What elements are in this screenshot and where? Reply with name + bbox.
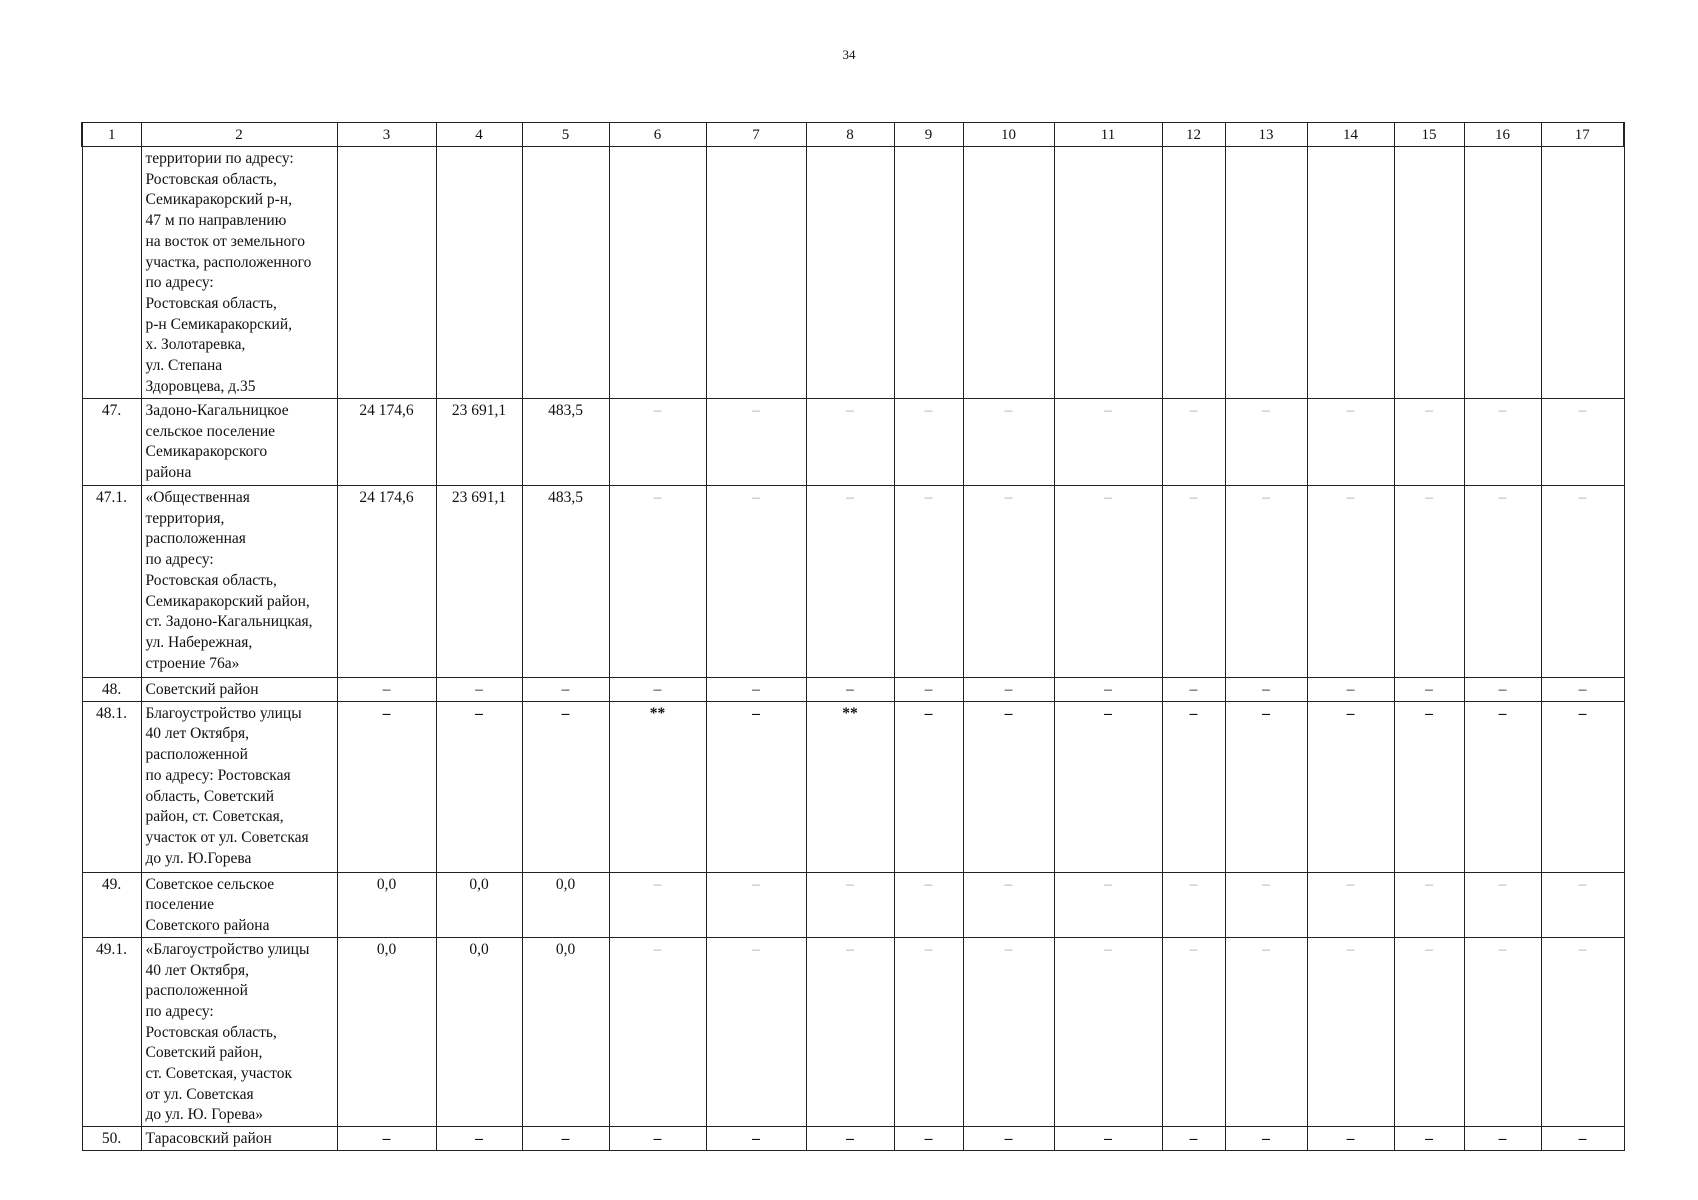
value-cell: – (706, 678, 806, 702)
value-cell: – (1307, 701, 1394, 872)
value-cell: – (1307, 486, 1394, 678)
value-cell: – (1162, 937, 1225, 1126)
value-cell: – (706, 872, 806, 937)
value-cell: – (963, 486, 1054, 678)
value-cell: – (1307, 937, 1394, 1126)
value-cell (706, 147, 806, 399)
column-header: 17 (1541, 123, 1624, 147)
value-cell: – (963, 399, 1054, 486)
value-cell: – (1394, 486, 1464, 678)
column-header: 6 (609, 123, 706, 147)
column-header: 15 (1394, 123, 1464, 147)
value-cell: 0,0 (337, 937, 436, 1126)
column-header: 4 (436, 123, 522, 147)
value-cell: – (1054, 701, 1162, 872)
row-description: Тарасовский район (141, 1127, 337, 1151)
row-description: Советский район (141, 678, 337, 702)
row-number: 49.1. (82, 937, 141, 1126)
value-cell (1541, 147, 1624, 399)
value-cell: – (1054, 399, 1162, 486)
value-cell (1394, 147, 1464, 399)
column-header: 7 (706, 123, 806, 147)
value-cell: – (609, 1127, 706, 1151)
value-cell: – (1162, 1127, 1225, 1151)
value-cell: – (1054, 872, 1162, 937)
value-cell: – (894, 678, 963, 702)
table-row (82, 701, 1624, 872)
value-cell: – (609, 937, 706, 1126)
value-cell: – (806, 1127, 894, 1151)
value-cell: – (1464, 872, 1541, 937)
value-cell (1054, 147, 1162, 399)
table-row (82, 147, 1624, 399)
value-cell: – (706, 701, 806, 872)
value-cell: – (706, 1127, 806, 1151)
value-cell: 24 174,6 (337, 399, 436, 486)
value-cell: – (1307, 678, 1394, 702)
value-cell: 483,5 (522, 486, 609, 678)
column-header: 16 (1464, 123, 1541, 147)
value-cell (806, 147, 894, 399)
value-cell: – (1225, 486, 1307, 678)
value-cell: – (894, 937, 963, 1126)
row-number (82, 147, 141, 399)
value-cell: – (337, 1127, 436, 1151)
row-description: Благоустройство улицы 40 лет Октября, расположенной по адресу: Ростовская область, Советский район, ст. Советская, участок от ул. Советская до ул. Ю.Горева (141, 701, 337, 872)
row-description: Советское сельское поселение Советского района (141, 872, 337, 937)
row-number: 50. (82, 1127, 141, 1151)
row-number: 48. (82, 678, 141, 702)
value-cell: – (1054, 486, 1162, 678)
value-cell: – (1225, 701, 1307, 872)
value-cell: – (963, 1127, 1054, 1151)
row-description: Задоно-Кагальницкое сельское поселение Семикаракорского района (141, 399, 337, 486)
column-header: 8 (806, 123, 894, 147)
value-cell: – (1162, 399, 1225, 486)
value-cell: – (963, 701, 1054, 872)
row-description: территории по адресу: Ростовская область, Семикаракорский р-н, 47 м по направлению на восток от земельного участка, расположенного по адресу: Ростовская область, р-н Семикаракорский, х. Золотаревка, ул. Степана Здоровцева, д.35 (141, 147, 337, 399)
value-cell: ** (806, 701, 894, 872)
value-cell (894, 147, 963, 399)
table-row (82, 872, 1624, 937)
column-header: 12 (1162, 123, 1225, 147)
value-cell: – (1464, 486, 1541, 678)
value-cell: – (1464, 1127, 1541, 1151)
value-cell: – (337, 701, 436, 872)
table-row (82, 937, 1624, 1126)
value-cell: – (1394, 872, 1464, 937)
value-cell: – (1307, 872, 1394, 937)
column-header: 1 (82, 123, 141, 147)
value-cell: – (1054, 937, 1162, 1126)
value-cell: – (609, 872, 706, 937)
value-cell: – (522, 701, 609, 872)
value-cell: 23 691,1 (436, 486, 522, 678)
value-cell: 0,0 (436, 872, 522, 937)
value-cell: – (963, 872, 1054, 937)
value-cell: – (963, 937, 1054, 1126)
value-cell: – (522, 1127, 609, 1151)
column-header: 2 (141, 123, 337, 147)
value-cell: 0,0 (522, 872, 609, 937)
value-cell: – (1541, 399, 1624, 486)
column-header: 11 (1054, 123, 1162, 147)
data-table (81, 122, 1625, 1151)
column-header: 14 (1307, 123, 1394, 147)
value-cell: – (806, 937, 894, 1126)
page-number: 34 (842, 47, 856, 62)
value-cell (1307, 147, 1394, 399)
column-header: 9 (894, 123, 963, 147)
value-cell: – (706, 399, 806, 486)
value-cell: – (1541, 1127, 1624, 1151)
value-cell: – (1394, 1127, 1464, 1151)
value-cell: – (436, 678, 522, 702)
column-header: 3 (337, 123, 436, 147)
value-cell: – (894, 486, 963, 678)
value-cell: – (894, 872, 963, 937)
value-cell: – (706, 937, 806, 1126)
value-cell: – (1225, 872, 1307, 937)
value-cell: – (1162, 486, 1225, 678)
value-cell: 0,0 (337, 872, 436, 937)
value-cell: – (806, 399, 894, 486)
value-cell: – (1054, 1127, 1162, 1151)
value-cell: ** (609, 701, 706, 872)
value-cell: 0,0 (436, 937, 522, 1126)
value-cell: – (609, 399, 706, 486)
value-cell: – (1541, 486, 1624, 678)
value-cell: – (894, 701, 963, 872)
column-header: 13 (1225, 123, 1307, 147)
row-number: 47.1. (82, 486, 141, 678)
value-cell: – (1541, 937, 1624, 1126)
value-cell: – (1162, 872, 1225, 937)
value-cell: – (706, 486, 806, 678)
value-cell: – (1464, 678, 1541, 702)
value-cell (609, 147, 706, 399)
table-row (82, 486, 1624, 678)
value-cell: – (806, 678, 894, 702)
value-cell: – (1054, 678, 1162, 702)
row-description: «Благоустройство улицы 40 лет Октября, расположенной по адресу: Ростовская область, Советский район, ст. Советская, участок от ул. Советская до ул. Ю. Горева» (141, 937, 337, 1126)
value-cell: – (963, 678, 1054, 702)
value-cell (963, 147, 1054, 399)
value-cell (436, 147, 522, 399)
row-number: 48.1. (82, 701, 141, 872)
value-cell: – (522, 678, 609, 702)
value-cell (1225, 147, 1307, 399)
row-number: 49. (82, 872, 141, 937)
value-cell: 0,0 (522, 937, 609, 1126)
table-header-row (82, 123, 1624, 147)
value-cell: – (1225, 678, 1307, 702)
table-body (82, 123, 1624, 1151)
value-cell (522, 147, 609, 399)
value-cell: – (609, 486, 706, 678)
value-cell: – (806, 486, 894, 678)
value-cell: 483,5 (522, 399, 609, 486)
value-cell: – (1307, 399, 1394, 486)
table-row (82, 399, 1624, 486)
value-cell: – (1225, 937, 1307, 1126)
row-number: 47. (82, 399, 141, 486)
value-cell: – (1541, 872, 1624, 937)
column-header: 5 (522, 123, 609, 147)
value-cell: – (1307, 1127, 1394, 1151)
row-description: «Общественная территория, расположенная по адресу: Ростовская область, Семикаракорский район, ст. Задоно-Кагальницкая, ул. Набережная, строение 76а» (141, 486, 337, 678)
value-cell: – (436, 1127, 522, 1151)
value-cell: – (609, 678, 706, 702)
value-cell: – (894, 1127, 963, 1151)
value-cell: – (1225, 1127, 1307, 1151)
value-cell: – (806, 872, 894, 937)
value-cell: – (436, 701, 522, 872)
value-cell: – (1162, 678, 1225, 702)
value-cell: 23 691,1 (436, 399, 522, 486)
value-cell (337, 147, 436, 399)
column-header: 10 (963, 123, 1054, 147)
value-cell (1464, 147, 1541, 399)
value-cell: – (1394, 399, 1464, 486)
value-cell: – (1225, 399, 1307, 486)
value-cell (1162, 147, 1225, 399)
value-cell: 24 174,6 (337, 486, 436, 678)
value-cell: – (1541, 701, 1624, 872)
table-row (82, 1127, 1624, 1151)
value-cell: – (1464, 399, 1541, 486)
value-cell: – (1541, 678, 1624, 702)
value-cell: – (1394, 701, 1464, 872)
value-cell: – (894, 399, 963, 486)
value-cell: – (1162, 701, 1225, 872)
value-cell: – (1394, 678, 1464, 702)
value-cell: – (1394, 937, 1464, 1126)
value-cell: – (1464, 937, 1541, 1126)
value-cell: – (337, 678, 436, 702)
value-cell: – (1464, 701, 1541, 872)
table-row (82, 678, 1624, 702)
